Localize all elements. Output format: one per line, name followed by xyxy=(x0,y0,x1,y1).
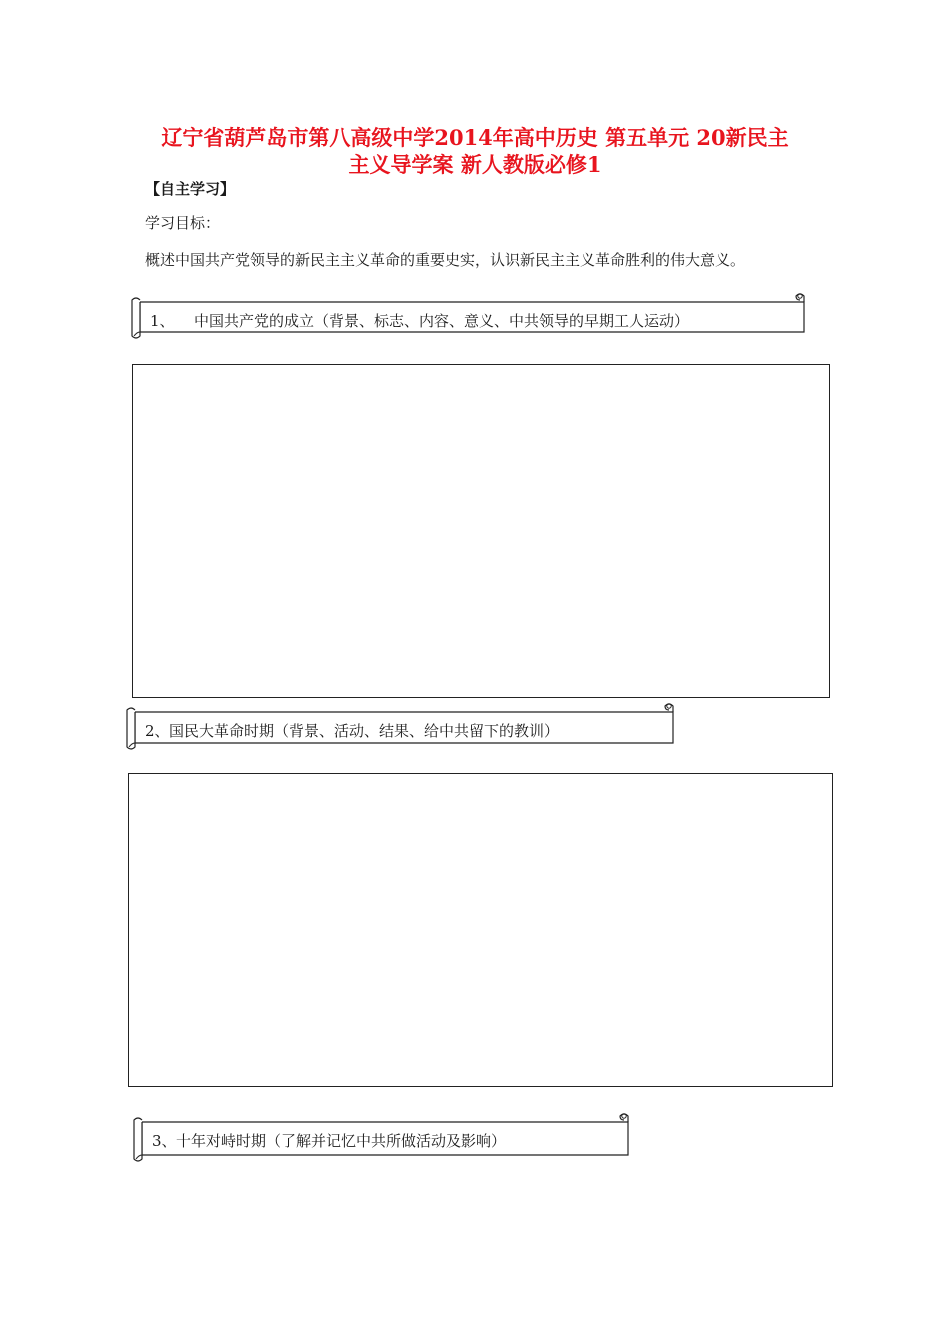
topic-1-answer-box[interactable] xyxy=(132,364,830,698)
topic-1-number: 1、 xyxy=(150,312,175,330)
topic-3-scroll-banner xyxy=(132,1112,632,1164)
topic-1-scroll-banner xyxy=(128,292,808,342)
learning-goal-label: 学习目标： xyxy=(145,214,221,232)
topic-3-text: 十年对峙时期（了解并记忆中共所做活动及影响） xyxy=(176,1132,507,1150)
learning-goal-text: 概述中国共产党领导的新民主主义革命的重要史实，认识新民主主义革命胜利的伟大意义。 xyxy=(145,251,746,269)
topic-2-number: 2、 xyxy=(145,722,170,740)
document-title-line-2: 主义导学案 新人教版必修1 xyxy=(348,152,602,177)
topic-1-text: 中国共产党的成立（背景、标志、内容、意义、中共领导的早期工人运动） xyxy=(194,312,690,330)
topic-2-scroll-banner xyxy=(125,702,677,752)
topic-2-text: 国民大革命时期（背景、活动、结果、给中共留下的教训） xyxy=(169,722,560,740)
topic-2-answer-box[interactable] xyxy=(128,773,833,1087)
topic-3-number: 3、 xyxy=(152,1132,177,1150)
document-title-line-1: 辽宁省葫芦岛市第八高级中学2014年高中历史 第五单元 20新民主 xyxy=(161,125,789,150)
section-heading-self-study: 【自主学习】 xyxy=(145,180,236,198)
